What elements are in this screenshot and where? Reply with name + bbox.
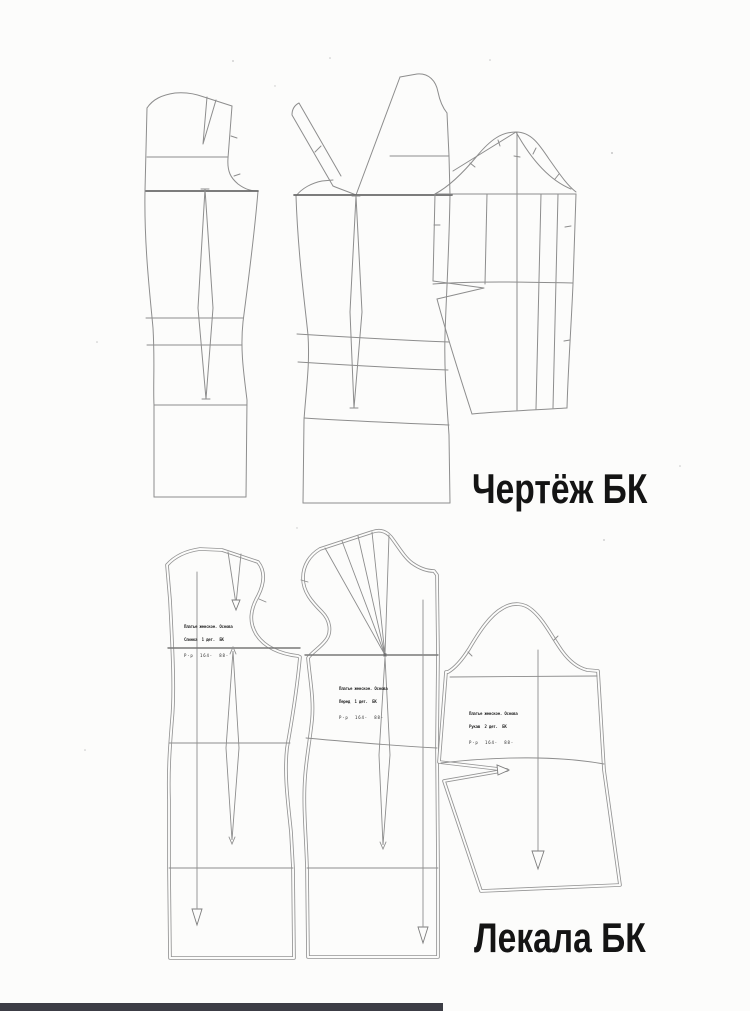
sleeve-pattern-piece: [439, 604, 620, 891]
stamp-size-line: Р-р 164- 88-: [339, 715, 384, 721]
back-pattern-stamp: [184, 616, 233, 667]
sleeve-pattern-stamp: [469, 703, 518, 754]
opened-shoulder-dart-band: [292, 103, 341, 186]
stamp-line: Платье женское. Основа: [184, 623, 233, 629]
sleeve-draft: [433, 132, 576, 414]
front-pattern-dart-fan: [325, 532, 389, 655]
back-pattern-waist-dart: [226, 651, 239, 840]
stamp-line: Рукав 2 дет. БК: [469, 724, 507, 730]
sleeve-cap-curve: [435, 132, 576, 194]
stamp-line: Спинка 1 дет. БК: [184, 637, 224, 643]
patterns-section-title: Лекала БК: [474, 914, 646, 961]
scan-edge-bar: [0, 1003, 443, 1011]
stamp-size-line: Р-р 164- 88-: [184, 653, 229, 659]
back-waist-dart: [198, 189, 213, 399]
back-pattern-piece: [167, 549, 300, 958]
stamp-line: Платье женское. Основа: [469, 710, 518, 716]
grainline-arrow: [418, 927, 428, 943]
back-pattern-shoulder-dart: [228, 552, 241, 604]
front-pattern-stamp: [339, 678, 388, 729]
front-bodice-draft: [292, 74, 452, 503]
stamp-size-line: Р-р 164- 88-: [469, 740, 514, 746]
grainline-arrow: [532, 851, 544, 869]
stamp-line: Платье женское. Основа: [339, 685, 388, 691]
draft-section-title: Чертёж БК: [472, 465, 648, 512]
elbow-dart-arrow: [497, 765, 509, 775]
back-shoulder-dart: [203, 97, 216, 144]
front-waist-dart: [350, 196, 362, 408]
grainline-arrow: [192, 909, 202, 925]
front-pattern-piece: [301, 531, 438, 957]
stamp-line: Перед 1 дет. БК: [339, 699, 377, 705]
back-bodice-draft: [145, 93, 258, 497]
